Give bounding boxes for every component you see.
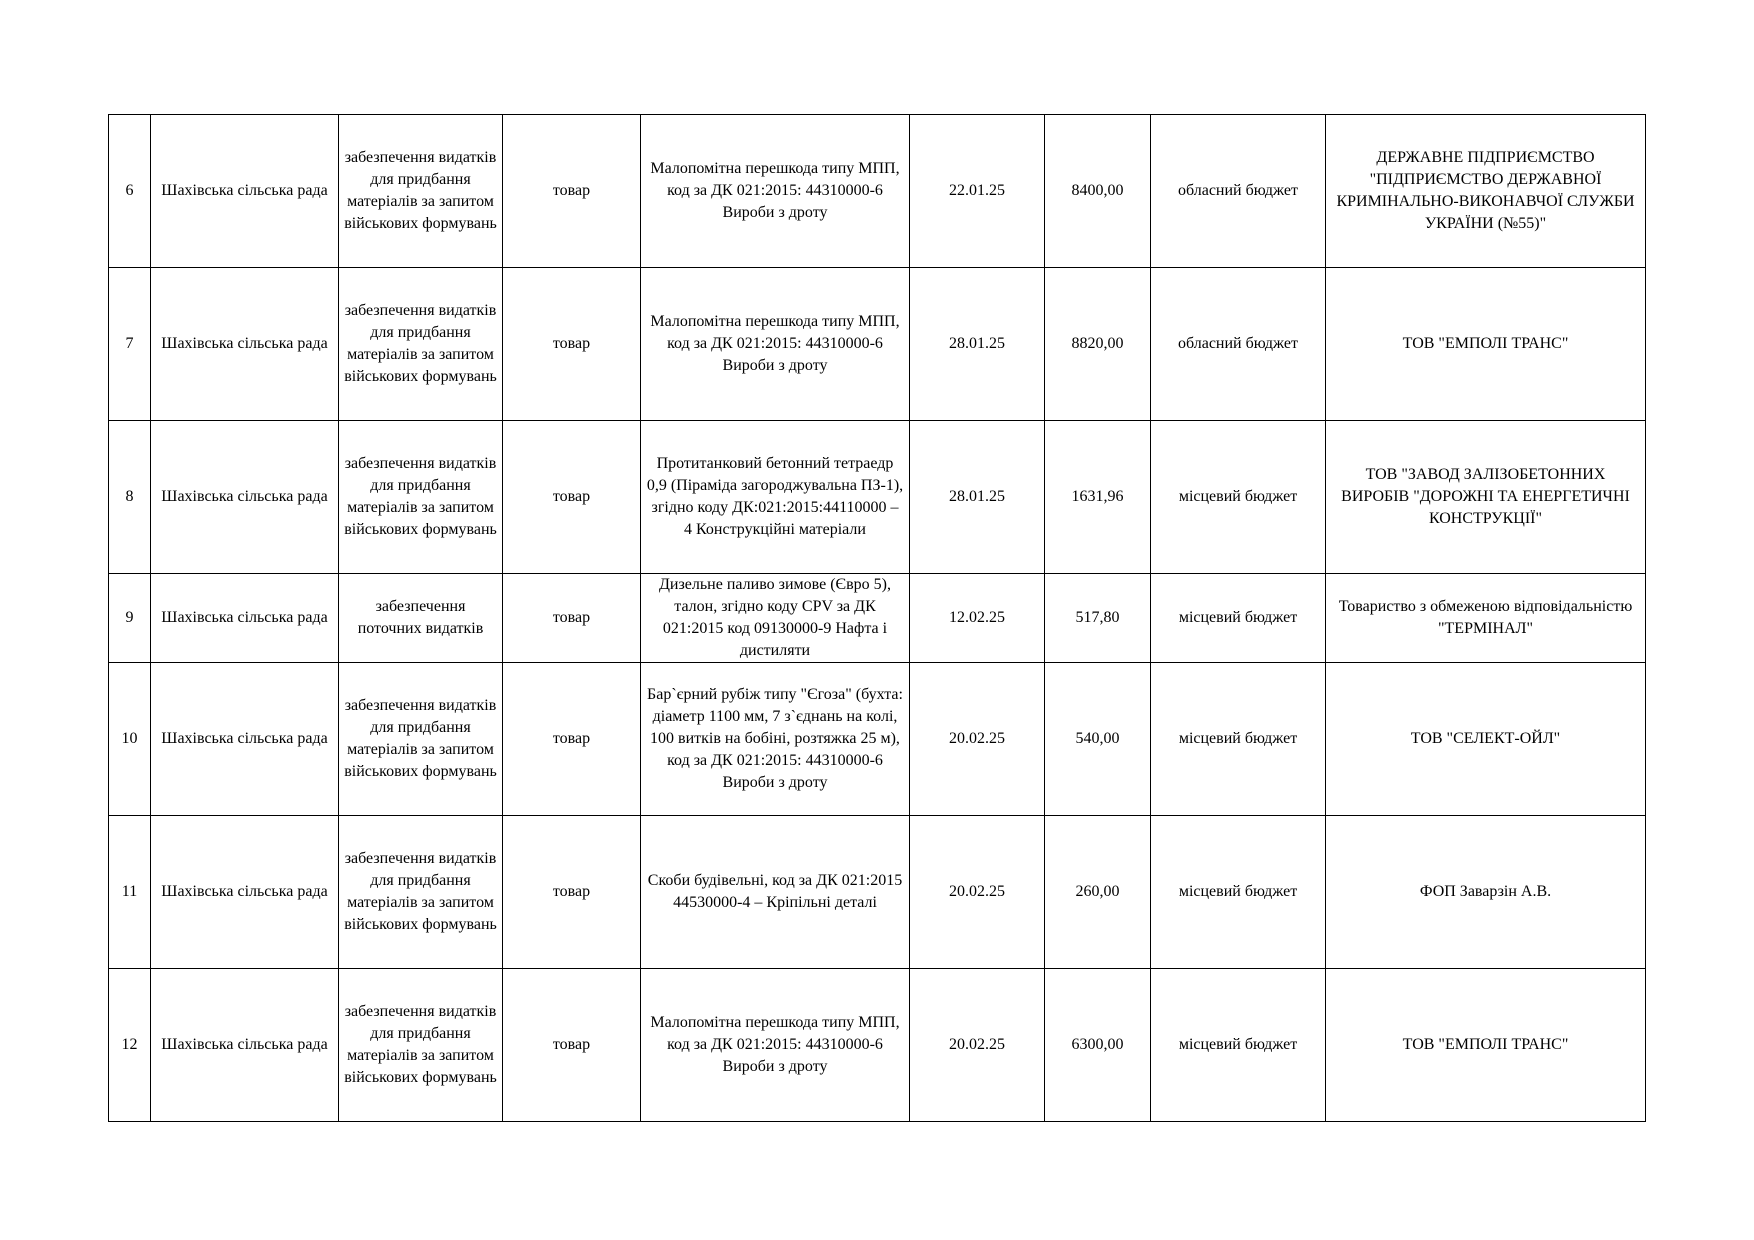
customer-cell: Шахівська сільська рада: [151, 268, 339, 421]
subject-cell: Малопомітна перешкода типу МПП, код за ДК 021:2015: 44310000-6 Вироби з дроту: [641, 115, 910, 268]
table-row: [109, 969, 1646, 1122]
table-row: [109, 421, 1646, 574]
supplier-cell: ТОВ "СЕЛЕКТ-ОЙЛ": [1326, 663, 1646, 816]
funding-source-cell: місцевий бюджет: [1151, 816, 1326, 969]
table-row: [109, 268, 1646, 421]
customer-cell: Шахівська сільська рада: [151, 115, 339, 268]
procurement-type-cell: товар: [503, 115, 641, 268]
date-cell: 20.02.25: [910, 816, 1045, 969]
customer-cell: Шахівська сільська рада: [151, 969, 339, 1122]
amount-cell: 6300,00: [1045, 969, 1151, 1122]
amount-cell: 260,00: [1045, 816, 1151, 969]
procurement-type-cell: товар: [503, 816, 641, 969]
supplier-cell: ТОВ "ЗАВОД ЗАЛІЗОБЕТОННИХ ВИРОБІВ "ДОРОЖНІ ТА ЕНЕРГЕТИЧНІ КОНСТРУКЦІЇ": [1326, 421, 1646, 574]
customer-cell: Шахівська сільська рада: [151, 421, 339, 574]
funding-source-cell: обласний бюджет: [1151, 268, 1326, 421]
purpose-cell: забезпечення видатків для придбання матеріалів за запитом військових формувань: [339, 115, 503, 268]
procurement-type-cell: товар: [503, 268, 641, 421]
row-number-cell: 7: [109, 268, 151, 421]
amount-cell: 517,80: [1045, 574, 1151, 663]
purpose-cell: забезпечення видатків для придбання матеріалів за запитом військових формувань: [339, 268, 503, 421]
customer-cell: Шахівська сільська рада: [151, 663, 339, 816]
amount-cell: 8820,00: [1045, 268, 1151, 421]
supplier-cell: ДЕРЖАВНЕ ПІДПРИЄМСТВО "ПІДПРИЄМСТВО ДЕРЖАВНОЇ КРИМІНАЛЬНО-ВИКОНАВЧОЇ СЛУЖБИ УКРАЇНИ (№55)": [1326, 115, 1646, 268]
table-row: [109, 816, 1646, 969]
row-number-cell: 10: [109, 663, 151, 816]
row-number-cell: 9: [109, 574, 151, 663]
subject-cell: Малопомітна перешкода типу МПП, код за ДК 021:2015: 44310000-6 Вироби з дроту: [641, 969, 910, 1122]
purpose-cell: забезпечення видатків для придбання матеріалів за запитом військових формувань: [339, 816, 503, 969]
subject-cell: Дизельне паливо зимове (Євро 5), талон, згідно коду CPV за ДК 021:2015 код 09130000-9 Нафта і дистиляти: [641, 574, 910, 663]
row-number-cell: 12: [109, 969, 151, 1122]
subject-cell: Скоби будівельні, код за ДК 021:2015 44530000-4 – Кріпільні деталі: [641, 816, 910, 969]
funding-source-cell: місцевий бюджет: [1151, 421, 1326, 574]
funding-source-cell: місцевий бюджет: [1151, 969, 1326, 1122]
supplier-cell: ФОП Заварзін А.В.: [1326, 816, 1646, 969]
row-number-cell: 11: [109, 816, 151, 969]
amount-cell: 8400,00: [1045, 115, 1151, 268]
date-cell: 22.01.25: [910, 115, 1045, 268]
table-row: [109, 663, 1646, 816]
procurement-type-cell: товар: [503, 969, 641, 1122]
amount-cell: 540,00: [1045, 663, 1151, 816]
supplier-cell: Товариство з обмеженою відповідальністю "ТЕРМІНАЛ": [1326, 574, 1646, 663]
supplier-cell: ТОВ "ЕМПОЛІ ТРАНС": [1326, 268, 1646, 421]
procurement-type-cell: товар: [503, 663, 641, 816]
funding-source-cell: місцевий бюджет: [1151, 663, 1326, 816]
date-cell: 28.01.25: [910, 421, 1045, 574]
procurement-type-cell: товар: [503, 421, 641, 574]
procurement-type-cell: товар: [503, 574, 641, 663]
row-number-cell: 6: [109, 115, 151, 268]
row-number-cell: 8: [109, 421, 151, 574]
subject-cell: Малопомітна перешкода типу МПП, код за ДК 021:2015: 44310000-6 Вироби з дроту: [641, 268, 910, 421]
table-row: [109, 115, 1646, 268]
funding-source-cell: місцевий бюджет: [1151, 574, 1326, 663]
purpose-cell: забезпечення видатків для придбання матеріалів за запитом військових формувань: [339, 969, 503, 1122]
funding-source-cell: обласний бюджет: [1151, 115, 1326, 268]
date-cell: 12.02.25: [910, 574, 1045, 663]
customer-cell: Шахівська сільська рада: [151, 816, 339, 969]
customer-cell: Шахівська сільська рада: [151, 574, 339, 663]
purpose-cell: забезпечення поточних видатків: [339, 574, 503, 663]
date-cell: 20.02.25: [910, 969, 1045, 1122]
purpose-cell: забезпечення видатків для придбання матеріалів за запитом військових формувань: [339, 663, 503, 816]
procurement-table: [108, 114, 1646, 1122]
table-row: [109, 574, 1646, 663]
supplier-cell: ТОВ "ЕМПОЛІ ТРАНС": [1326, 969, 1646, 1122]
date-cell: 28.01.25: [910, 268, 1045, 421]
subject-cell: Протитанковий бетонний тетраедр 0,9 (Піраміда загороджувальна ПЗ-1), згідно коду ДК:021:2015:44110000 – 4 Конструкційні матеріали: [641, 421, 910, 574]
purpose-cell: забезпечення видатків для придбання матеріалів за запитом військових формувань: [339, 421, 503, 574]
subject-cell: Бар`єрний рубіж типу "Єгоза" (бухта: діаметр 1100 мм, 7 з`єднань на колі, 100 витків на бобіні, розтяжка 25 м), код за ДК 021:2015: 44310000-6 Вироби з дроту: [641, 663, 910, 816]
date-cell: 20.02.25: [910, 663, 1045, 816]
amount-cell: 1631,96: [1045, 421, 1151, 574]
